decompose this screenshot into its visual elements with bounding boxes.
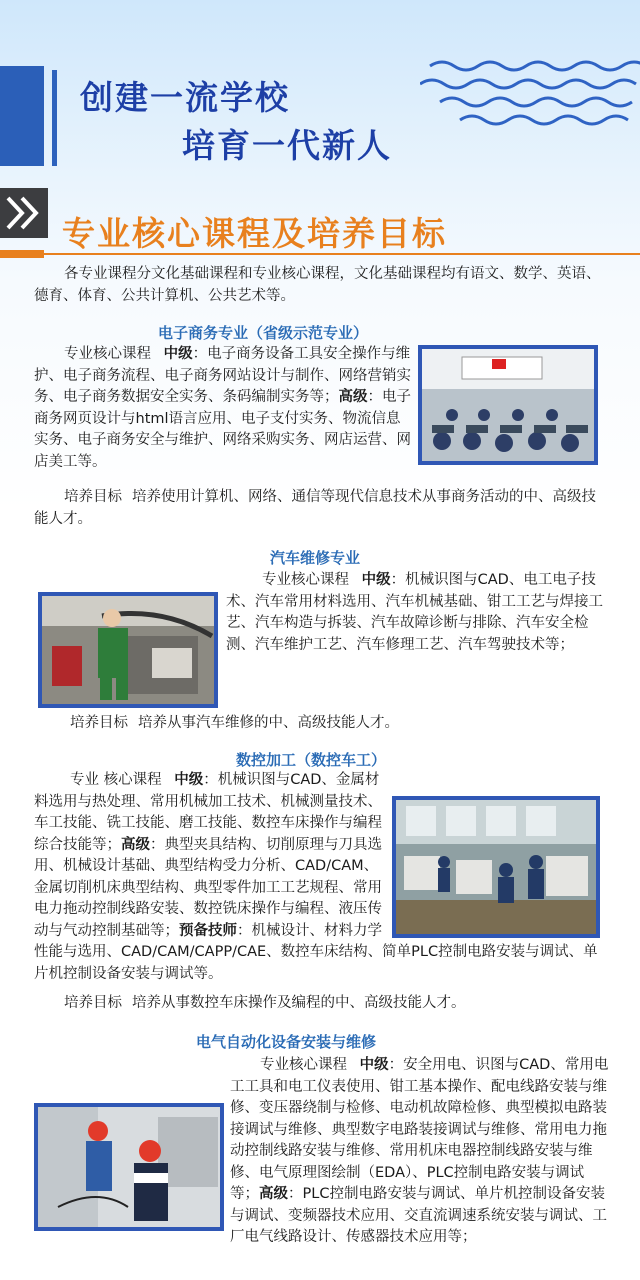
level-intermediate-text: ：电子商务设备工具安全操作与维护、电子商务流程、电子商务网站设计与制作、网络营销实务、电子商务数据安全实务、条码编制实务等；	[34, 346, 411, 405]
level-intermediate: 中级	[163, 346, 193, 362]
level-intermediate-text: ：机械识图与CAD、电工电子技术、汽车常用材料选用、汽车机械基础、钳工工艺与焊接工艺、汽车构造与拆装、汽车故障诊断与排除、汽车安全检测、汽车维护工艺、汽车修理工艺、汽车驾驶技术等；	[226, 572, 603, 653]
level-intermediate-text: ：安全用电、识图与CAD、常用电工工具和电工仪表使用、钳工基本操作、配电线路安装与维修、变压器绕制与检修、电动机故障检修、典型模拟电路装接调试与维修、典型数字电路装接调试与维修、常用电力拖动控制线路安装与维修、常用机床电器控制线路安装与维修、电气原理图绘制（EDA）、PLC控制电路安装与调试等；	[230, 1057, 609, 1202]
level-advanced: 高级	[259, 1186, 288, 1202]
goal-label: 培养目标	[64, 489, 122, 505]
title-rule-left	[0, 250, 44, 258]
slogan-line-1: 创建一流学校	[80, 78, 290, 117]
major-electrical-core	[34, 1055, 610, 1249]
major-ecommerce-goal	[34, 487, 610, 530]
major-cnc-goal	[34, 993, 610, 1015]
goal-text: 培养从事汽车维修的中、高级技能人才。	[138, 715, 399, 731]
major-title-auto: 汽车维修专业	[270, 549, 361, 567]
core-label: 专业核心课程	[262, 572, 349, 588]
level-advanced-text: ：PLC控制电路安装与调试、单片机控制设备安装与调试、变频器技术应用、交直流调速系统安装与调试、工厂电气线路设计、传感器技术应用等；	[230, 1186, 607, 1245]
header-divider-line	[52, 70, 57, 166]
level-intermediate: 中级	[361, 572, 391, 588]
goal-label: 培养目标	[64, 995, 122, 1011]
level-technician-text: ：机械设计、材料力学性能与选用、CAD/CAM/CAPP/CAE、数控车床结构、简单PLC控制电路安装与调试、单片机控制设备安装与调试等。	[34, 922, 598, 982]
level-intermediate-text: ：机械识图与CAD、金属材料选用与热处理、常用机械加工技术、机械测量技术、车工技能、铣工技能、磨工技能、数控车床操作与编程综合技能等；	[34, 772, 382, 853]
level-intermediate: 中级	[359, 1057, 389, 1073]
major-title-ecommerce: 电子商务专业（省级示范专业）	[158, 324, 369, 342]
level-advanced-text: ：典型夹具结构、切削原理与刀具选用、机械设计基础、典型结构受力分析、CAD/CAM、金属切削机床典型结构、典型零件加工工艺规程、常用电力拖动控制线路安装、数控铣床操作与编程、液压传动与气动控制基础等；	[34, 836, 382, 939]
major-title-electrical: 电气自动化设备安装与维修	[196, 1033, 377, 1051]
core-label: 专业 核心课程	[70, 772, 162, 788]
double-chevron-right-icon	[0, 188, 48, 238]
major-ecommerce-core	[34, 344, 414, 473]
level-technician: 预备技师	[179, 922, 237, 939]
major-auto-goal	[34, 713, 610, 735]
goal-label: 培养目标	[70, 715, 128, 731]
section-title: 专业核心课程及培养目标	[62, 214, 447, 253]
level-advanced: 高级	[338, 389, 368, 405]
chevron-box	[0, 188, 48, 238]
major-cnc-core	[34, 770, 610, 985]
title-rule	[44, 253, 640, 255]
level-intermediate: 中级	[174, 772, 204, 788]
major-auto-core	[34, 570, 610, 710]
computer-lab-photo	[418, 345, 598, 465]
goal-text: 培养使用计算机、网络、通信等现代信息技术从事商务活动的中、高级技能人才。	[34, 489, 596, 527]
slogan-line-2: 培育一代新人	[182, 126, 392, 165]
intro-paragraph: 各专业课程分文化基础课程和专业核心课程，文化基础课程均有语文、数学、英语、德育、体育、公共计算机、公共艺术等。	[34, 266, 601, 304]
core-label: 专业核心课程	[260, 1057, 347, 1073]
major-title-cnc: 数控加工（数控车工）	[236, 751, 387, 769]
level-advanced-text: ：电子商务网页设计与html语言应用、电子支付实务、物流信息实务、电子商务安全与维护、网络采购实务、网店运营、网店美工等。	[34, 389, 411, 470]
core-label: 专业核心课程	[64, 346, 151, 362]
goal-text: 培养从事数控车床操作及编程的中、高级技能人才。	[132, 995, 466, 1011]
wave-decoration-icon	[420, 58, 640, 138]
header-accent-bar	[0, 66, 44, 166]
level-advanced: 高级	[121, 836, 150, 853]
